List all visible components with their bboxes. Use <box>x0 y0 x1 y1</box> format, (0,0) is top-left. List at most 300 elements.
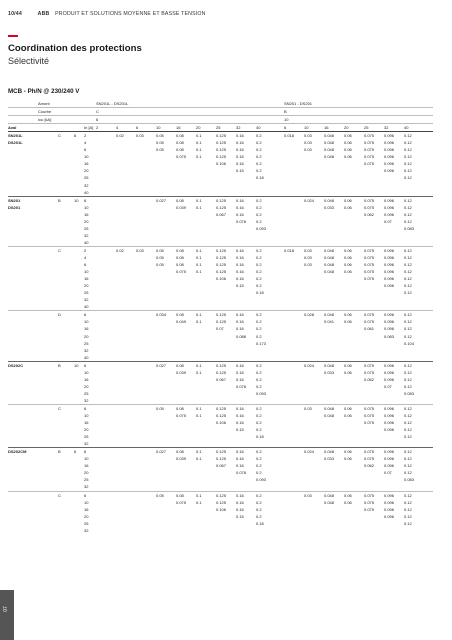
selectivity-value: 0.083 <box>404 390 415 396</box>
in-cell: 20 <box>84 168 89 174</box>
group2-header: SN201 - DS201 <box>284 101 313 106</box>
selectivity-value: 0.096 <box>384 506 395 512</box>
in-cell: 6 <box>84 147 87 153</box>
selectivity-value: 0.12 <box>404 420 412 426</box>
selectivity-value: 0.2 <box>256 376 262 382</box>
table-row <box>8 289 433 296</box>
title-accent-bar <box>8 35 18 37</box>
upstream-current: 25 <box>364 125 369 131</box>
selectivity-value: 0.039 <box>176 369 187 375</box>
selectivity-value: 0.2 <box>256 492 262 498</box>
selectivity-value: 0.12 <box>404 218 412 224</box>
in-cell: 32 <box>84 182 89 188</box>
selectivity-value: 0.2 <box>256 405 262 411</box>
selectivity-value: 0.028 <box>304 312 315 318</box>
table-row <box>8 440 433 448</box>
selectivity-value: 0.075 <box>364 254 375 260</box>
table-row <box>8 182 433 189</box>
selectivity-value: 0.1 <box>196 449 202 455</box>
selectivity-value: 0.16 <box>236 420 244 426</box>
selectivity-value: 0.075 <box>364 456 375 462</box>
selectivity-value: 0.067 <box>216 376 227 382</box>
selectivity-value: 0.041 <box>324 319 335 325</box>
page-header <box>8 11 206 17</box>
aval-label: Aval <box>8 125 17 131</box>
selectivity-value: 0.06 <box>344 492 352 498</box>
selectivity-value: 0.067 <box>216 463 227 469</box>
selectivity-value: 0.16 <box>236 161 244 167</box>
selectivity-value: 0.1 <box>196 247 202 253</box>
table-row <box>8 153 433 160</box>
selectivity-value: 0.048 <box>324 413 335 419</box>
selectivity-value: 0.096 <box>384 168 395 174</box>
selectivity-value: 0.083 <box>404 477 415 483</box>
header-label: Amont <box>38 101 50 106</box>
table-row <box>8 282 433 289</box>
header-label: Icu [kA] <box>38 117 52 123</box>
selectivity-value: 0.096 <box>384 405 395 411</box>
in-cell: 6 <box>84 362 87 368</box>
table-row <box>8 362 433 369</box>
selectivity-value: 0.12 <box>404 383 412 389</box>
selectivity-value: 0.16 <box>236 405 244 411</box>
upstream-current: 2 <box>96 125 99 131</box>
selectivity-value: 0.2 <box>256 463 262 469</box>
selectivity-value: 0.034 <box>156 312 167 318</box>
in-cell: 32 <box>84 297 89 303</box>
selectivity-value: 0.075 <box>364 312 375 318</box>
selectivity-value: 0.125 <box>216 154 227 160</box>
selectivity-value: 0.12 <box>404 283 412 289</box>
table-row <box>8 132 433 139</box>
selectivity-value: 0.12 <box>404 154 412 160</box>
table-row <box>8 218 433 225</box>
selectivity-value: 0.06 <box>344 140 352 146</box>
in-cell: 40 <box>84 304 89 310</box>
selectivity-value: 0.08 <box>176 362 184 368</box>
selectivity-value: 0.048 <box>324 247 335 253</box>
chapter-tab <box>0 590 14 640</box>
selectivity-value: 0.2 <box>256 499 262 505</box>
table-row <box>8 189 433 197</box>
selectivity-value: 0.16 <box>236 140 244 146</box>
selectivity-value: 0.02 <box>116 247 124 253</box>
selectivity-value: 0.02 <box>116 133 124 139</box>
selectivity-value: 0.12 <box>404 140 412 146</box>
selectivity-value: 0.1 <box>196 312 202 318</box>
selectivity-value: 0.08 <box>176 197 184 203</box>
selectivity-value: 0.2 <box>256 506 262 512</box>
selectivity-value: 0.1 <box>196 269 202 275</box>
selectivity-value: 0.075 <box>176 154 187 160</box>
selectivity-value: 0.16 <box>236 276 244 282</box>
selectivity-value: 0.048 <box>324 362 335 368</box>
in-cell: 6 <box>84 312 87 318</box>
selectivity-value: 0.048 <box>324 154 335 160</box>
selectivity-value: 0.075 <box>364 204 375 210</box>
in-cell: 32 <box>84 397 89 403</box>
page-number: 10/44 <box>8 11 22 17</box>
selectivity-value: 0.075 <box>176 269 187 275</box>
selectivity-value: 0.2 <box>256 247 262 253</box>
selectivity-value: 0.08 <box>176 405 184 411</box>
selectivity-value: 0.018 <box>284 133 295 139</box>
selectivity-value: 0.096 <box>384 262 395 268</box>
in-cell: 16 <box>84 276 89 282</box>
selectivity-value: 0.067 <box>216 211 227 217</box>
selectivity-value: 0.096 <box>384 269 395 275</box>
selectivity-value: 0.06 <box>344 254 352 260</box>
selectivity-value: 0.2 <box>256 276 262 282</box>
selectivity-value: 0.05 <box>156 140 164 146</box>
selectivity-value: 0.06 <box>344 319 352 325</box>
selectivity-value: 0.125 <box>216 147 227 153</box>
selectivity-value: 0.062 <box>364 376 375 382</box>
selectivity-value: 0.048 <box>324 262 335 268</box>
selectivity-value: 0.16 <box>236 376 244 382</box>
selectivity-value: 0.075 <box>364 154 375 160</box>
selectivity-value: 0.12 <box>404 269 412 275</box>
table-row <box>8 483 433 491</box>
selectivity-value: 0.06 <box>344 499 352 505</box>
selectivity-value: 0.16 <box>236 499 244 505</box>
selectivity-value: 0.075 <box>176 413 187 419</box>
selectivity-value: 0.024 <box>304 449 315 455</box>
selectivity-value: 0.2 <box>256 269 262 275</box>
table-row <box>8 174 433 181</box>
in-cell: 10 <box>84 413 89 419</box>
selectivity-value: 0.06 <box>344 197 352 203</box>
selectivity-value: 0.03 <box>136 133 144 139</box>
selectivity-value: 0.075 <box>364 276 375 282</box>
selectivity-value: 0.075 <box>364 506 375 512</box>
in-cell: 4 <box>84 254 87 260</box>
table-title: MCB - Ph/N @ 230/240 V <box>8 88 80 95</box>
table-row <box>8 376 433 383</box>
selectivity-value: 0.096 <box>384 326 395 332</box>
in-cell: 20 <box>84 513 89 519</box>
selectivity-value: 0.18 <box>256 520 264 526</box>
selectivity-value: 0.03 <box>304 254 312 260</box>
table-row <box>8 160 433 167</box>
in-cell: 16 <box>84 161 89 167</box>
selectivity-value: 0.2 <box>256 513 262 519</box>
selectivity-value: 0.048 <box>324 449 335 455</box>
selectivity-value: 0.096 <box>384 204 395 210</box>
selectivity-value: 0.1 <box>196 147 202 153</box>
selectivity-value: 0.096 <box>384 283 395 289</box>
upstream-current: 32 <box>236 125 241 131</box>
selectivity-value: 0.106 <box>216 506 227 512</box>
selectivity-value: 0.125 <box>216 319 227 325</box>
table-row <box>8 167 433 174</box>
in-cell: 6 <box>84 197 87 203</box>
selectivity-value: 0.096 <box>384 161 395 167</box>
in-cell: 20 <box>84 383 89 389</box>
selectivity-value: 0.125 <box>216 254 227 260</box>
selectivity-value: 0.15 <box>236 168 244 174</box>
in-cell: 2 <box>84 133 87 139</box>
selectivity-value: 0.075 <box>364 499 375 505</box>
selectivity-value: 0.096 <box>384 319 395 325</box>
selectivity-value: 0.12 <box>404 247 412 253</box>
selectivity-value: 0.18 <box>256 290 264 296</box>
upstream-current: 32 <box>384 125 389 131</box>
selectivity-value: 0.075 <box>364 197 375 203</box>
selectivity-value: 0.12 <box>404 449 412 455</box>
selectivity-value: 0.2 <box>256 326 262 332</box>
downstream-device: DS202CM <box>8 449 27 455</box>
selectivity-value: 0.12 <box>404 175 412 181</box>
selectivity-value: 0.048 <box>324 312 335 318</box>
selectivity-value: 0.05 <box>156 254 164 260</box>
table-row <box>8 499 433 506</box>
page-title: Coordination des protections <box>8 43 142 54</box>
upstream-current: 40 <box>404 125 409 131</box>
in-cell: 10 <box>84 456 89 462</box>
table-row <box>8 527 433 534</box>
curve-cell: B <box>58 449 61 455</box>
selectivity-value: 0.03 <box>304 247 312 253</box>
selectivity-value: 0.125 <box>216 362 227 368</box>
table-row <box>8 325 433 332</box>
curve-cell: C <box>58 133 61 139</box>
in-cell: 16 <box>84 326 89 332</box>
in-cell: 25 <box>84 520 89 526</box>
selectivity-value: 0.2 <box>256 420 262 426</box>
selectivity-value: 0.03 <box>304 405 312 411</box>
table-row <box>8 311 433 318</box>
group1-header: C <box>96 109 99 115</box>
selectivity-value: 0.096 <box>384 312 395 318</box>
selectivity-value: 0.08 <box>176 449 184 455</box>
table-row <box>8 333 433 340</box>
selectivity-value: 0.1 <box>196 369 202 375</box>
current-header-row <box>8 124 433 132</box>
in-cell: 16 <box>84 376 89 382</box>
selectivity-value: 0.125 <box>216 204 227 210</box>
selectivity-value: 0.1 <box>196 262 202 268</box>
selectivity-value: 0.075 <box>364 262 375 268</box>
selectivity-value: 0.16 <box>236 492 244 498</box>
selectivity-value: 0.027 <box>156 449 167 455</box>
selectivity-value: 0.078 <box>236 470 247 476</box>
table-row <box>8 303 433 311</box>
selectivity-value: 0.16 <box>236 449 244 455</box>
in-label: In [A] <box>84 125 94 131</box>
selectivity-value: 0.2 <box>256 319 262 325</box>
selectivity-value: 0.05 <box>156 405 164 411</box>
selectivity-value: 0.125 <box>216 456 227 462</box>
selectivity-value: 0.049 <box>176 319 187 325</box>
icu-cell: 6 <box>74 449 77 455</box>
selectivity-value: 0.12 <box>404 456 412 462</box>
selectivity-value: 0.16 <box>236 312 244 318</box>
in-cell: 2 <box>84 247 87 253</box>
in-cell: 25 <box>84 340 89 346</box>
in-cell: 10 <box>84 369 89 375</box>
selectivity-value: 0.173 <box>256 340 267 346</box>
table-row <box>8 492 433 499</box>
page-subtitle: Sélectivité <box>8 56 50 66</box>
selectivity-value: 0.05 <box>156 492 164 498</box>
table-row <box>8 469 433 476</box>
icu-cell: 10 <box>74 362 79 368</box>
table-row <box>8 397 433 405</box>
selectivity-value: 0.08 <box>176 140 184 146</box>
selectivity-value: 0.03 <box>304 133 312 139</box>
selectivity-value: 0.062 <box>364 211 375 217</box>
in-cell: 6 <box>84 405 87 411</box>
selectivity-value: 0.12 <box>404 470 412 476</box>
downstream-device: DS201L <box>8 140 23 146</box>
selectivity-value: 0.1 <box>196 492 202 498</box>
selectivity-value: 0.125 <box>216 449 227 455</box>
table-row <box>8 405 433 412</box>
selectivity-value: 0.024 <box>304 197 315 203</box>
selectivity-value: 0.12 <box>404 133 412 139</box>
selectivity-value: 0.2 <box>256 168 262 174</box>
selectivity-value: 0.061 <box>364 326 375 332</box>
selectivity-table <box>8 100 433 534</box>
in-cell: 10 <box>84 204 89 210</box>
table-row <box>8 354 433 362</box>
selectivity-value: 0.08 <box>176 247 184 253</box>
selectivity-value: 0.16 <box>236 413 244 419</box>
group1-header: 6 <box>96 117 99 123</box>
upstream-current: 6 <box>284 125 287 131</box>
in-cell: 6 <box>84 492 87 498</box>
selectivity-value: 0.08 <box>176 147 184 153</box>
selectivity-value: 0.096 <box>384 147 395 153</box>
table-row <box>8 232 433 239</box>
selectivity-value: 0.039 <box>176 456 187 462</box>
selectivity-value: 0.033 <box>324 369 335 375</box>
selectivity-value: 0.075 <box>364 362 375 368</box>
selectivity-value: 0.024 <box>304 362 315 368</box>
selectivity-value: 0.12 <box>404 463 412 469</box>
selectivity-value: 0.08 <box>176 133 184 139</box>
selectivity-value: 0.2 <box>256 204 262 210</box>
selectivity-value: 0.2 <box>256 470 262 476</box>
selectivity-value: 0.2 <box>256 262 262 268</box>
selectivity-value: 0.033 <box>324 456 335 462</box>
downstream-device: DS202C <box>8 362 24 368</box>
table-row <box>8 296 433 303</box>
selectivity-value: 0.096 <box>384 427 395 433</box>
selectivity-value: 0.075 <box>364 269 375 275</box>
selectivity-value: 0.12 <box>404 333 412 339</box>
in-cell: 20 <box>84 427 89 433</box>
selectivity-value: 0.12 <box>404 492 412 498</box>
selectivity-value: 0.15 <box>236 283 244 289</box>
selectivity-value: 0.12 <box>404 290 412 296</box>
selectivity-value: 0.12 <box>404 211 412 217</box>
table-row <box>8 347 433 354</box>
in-cell: 20 <box>84 333 89 339</box>
selectivity-value: 0.16 <box>236 133 244 139</box>
selectivity-value: 0.12 <box>404 197 412 203</box>
selectivity-value: 0.096 <box>384 420 395 426</box>
table-row <box>8 426 433 433</box>
table-row <box>8 211 433 218</box>
selectivity-value: 0.083 <box>404 225 415 231</box>
table-row <box>8 146 433 153</box>
in-cell: 20 <box>84 470 89 476</box>
table-row <box>8 318 433 325</box>
selectivity-value: 0.125 <box>216 269 227 275</box>
selectivity-value: 0.03 <box>304 140 312 146</box>
table-row <box>8 340 433 347</box>
selectivity-value: 0.2 <box>256 456 262 462</box>
selectivity-value: 0.096 <box>384 492 395 498</box>
selectivity-value: 0.05 <box>156 247 164 253</box>
curve-cell: C <box>58 492 61 498</box>
selectivity-value: 0.125 <box>216 492 227 498</box>
selectivity-value: 0.2 <box>256 427 262 433</box>
selectivity-value: 0.16 <box>236 154 244 160</box>
downstream-device: SN201 <box>8 197 21 203</box>
selectivity-value: 0.05 <box>156 133 164 139</box>
selectivity-value: 0.096 <box>384 140 395 146</box>
selectivity-value: 0.2 <box>256 254 262 260</box>
selectivity-value: 0.083 <box>384 333 395 339</box>
selectivity-value: 0.12 <box>404 204 412 210</box>
selectivity-value: 0.1 <box>196 499 202 505</box>
table-row <box>8 247 433 254</box>
selectivity-value: 0.078 <box>236 383 247 389</box>
selectivity-value: 0.096 <box>384 254 395 260</box>
selectivity-value: 0.06 <box>344 312 352 318</box>
in-cell: 25 <box>84 290 89 296</box>
selectivity-value: 0.06 <box>344 369 352 375</box>
selectivity-value: 0.2 <box>256 140 262 146</box>
selectivity-value: 0.075 <box>364 161 375 167</box>
selectivity-value: 0.075 <box>364 319 375 325</box>
selectivity-value: 0.08 <box>176 312 184 318</box>
selectivity-value: 0.048 <box>324 254 335 260</box>
selectivity-value: 0.16 <box>236 369 244 375</box>
selectivity-value: 0.125 <box>216 369 227 375</box>
selectivity-value: 0.075 <box>364 405 375 411</box>
selectivity-value: 0.12 <box>404 326 412 332</box>
selectivity-value: 0.106 <box>216 161 227 167</box>
selectivity-value: 0.16 <box>236 463 244 469</box>
selectivity-value: 0.2 <box>256 449 262 455</box>
upstream-current: 25 <box>216 125 221 131</box>
selectivity-value: 0.12 <box>404 161 412 167</box>
selectivity-value: 0.2 <box>256 333 262 339</box>
selectivity-value: 0.075 <box>364 492 375 498</box>
in-cell: 10 <box>84 269 89 275</box>
selectivity-value: 0.06 <box>344 133 352 139</box>
selectivity-value: 0.06 <box>344 262 352 268</box>
in-cell: 32 <box>84 232 89 238</box>
selectivity-value: 0.096 <box>384 376 395 382</box>
curve-cell: B <box>58 197 61 203</box>
selectivity-value: 0.15 <box>236 427 244 433</box>
selectivity-value: 0.048 <box>324 492 335 498</box>
selectivity-value: 0.05 <box>156 262 164 268</box>
table-row <box>8 476 433 483</box>
selectivity-value: 0.12 <box>404 427 412 433</box>
selectivity-value: 0.1 <box>196 133 202 139</box>
selectivity-value: 0.12 <box>404 513 412 519</box>
table-row <box>8 225 433 232</box>
selectivity-value: 0.18 <box>256 175 264 181</box>
in-cell: 40 <box>84 189 89 195</box>
in-cell: 25 <box>84 225 89 231</box>
